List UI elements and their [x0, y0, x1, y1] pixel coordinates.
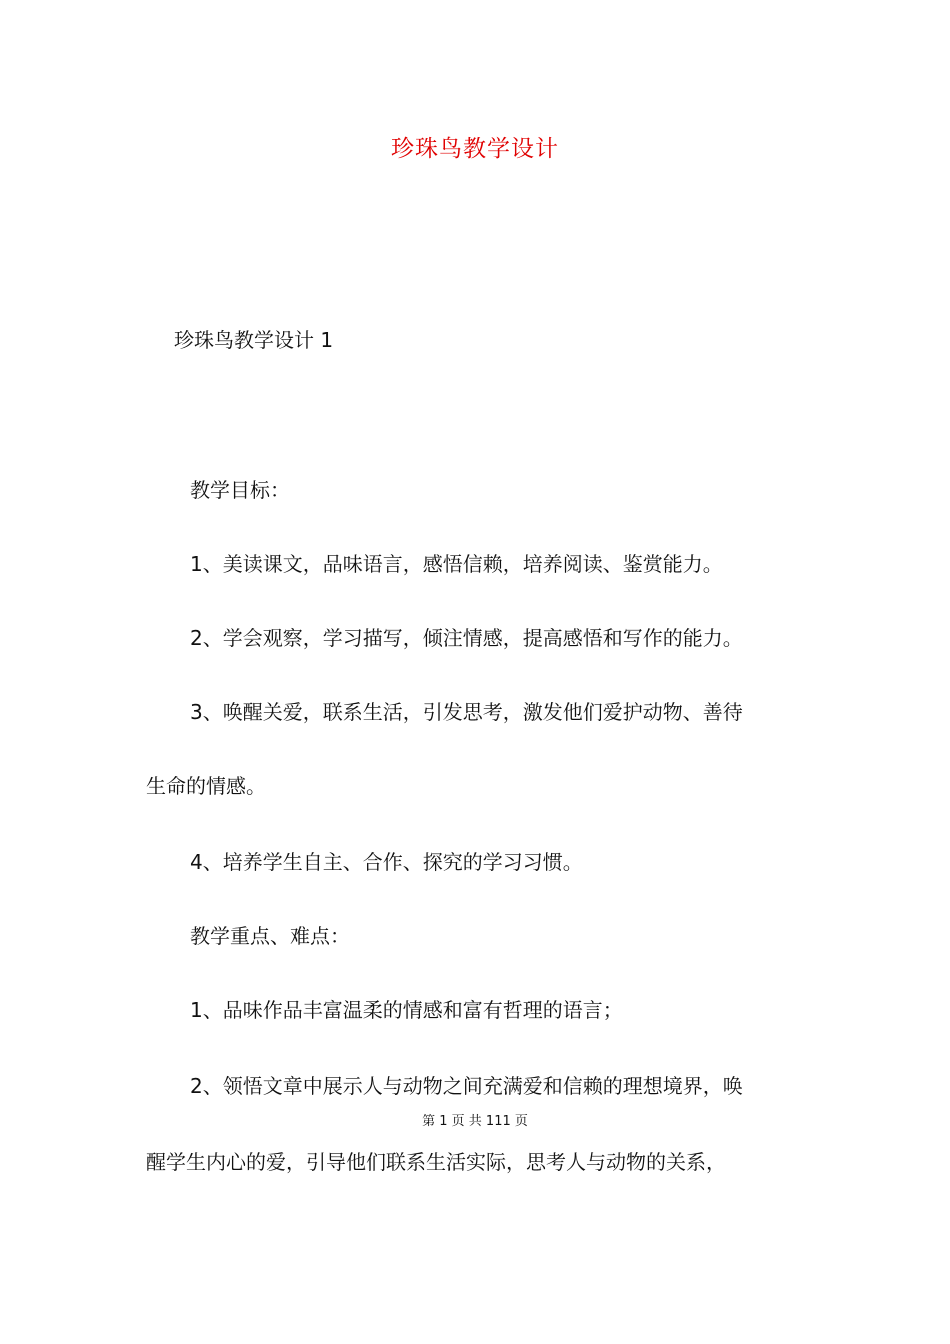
paragraph-line: 生命的情感。: [146, 774, 266, 798]
document-title: 珍珠鸟教学设计: [391, 136, 559, 162]
paragraph-line: 1、美读课文，品味语言，感悟信赖，培养阅读、鉴赏能力。: [190, 552, 723, 576]
paragraph-line: 1、品味作品丰富温柔的情感和富有哲理的语言；: [190, 998, 623, 1022]
paragraph-line: 醒学生内心的爱，引导他们联系生活实际，思考人与动物的关系，: [146, 1150, 726, 1174]
paragraph-line: 教学目标：: [190, 478, 290, 502]
section-heading: 珍珠鸟教学设计 1: [174, 328, 334, 352]
page-number-footer: 第 1 页 共 111 页: [422, 1114, 528, 1129]
paragraph-line: 2、学会观察，学习描写，倾注情感，提高感悟和写作的能力。: [190, 626, 743, 650]
paragraph-line: 4、培养学生自主、合作、探究的学习习惯。: [190, 850, 583, 874]
paragraph-line: 2、领悟文章中展示人与动物之间充满爱和信赖的理想境界，唤: [190, 1074, 743, 1098]
paragraph-line: 教学重点、难点：: [190, 924, 350, 948]
paragraph-line: 3、唤醒关爱，联系生活，引发思考，激发他们爱护动物、善待: [190, 700, 743, 724]
